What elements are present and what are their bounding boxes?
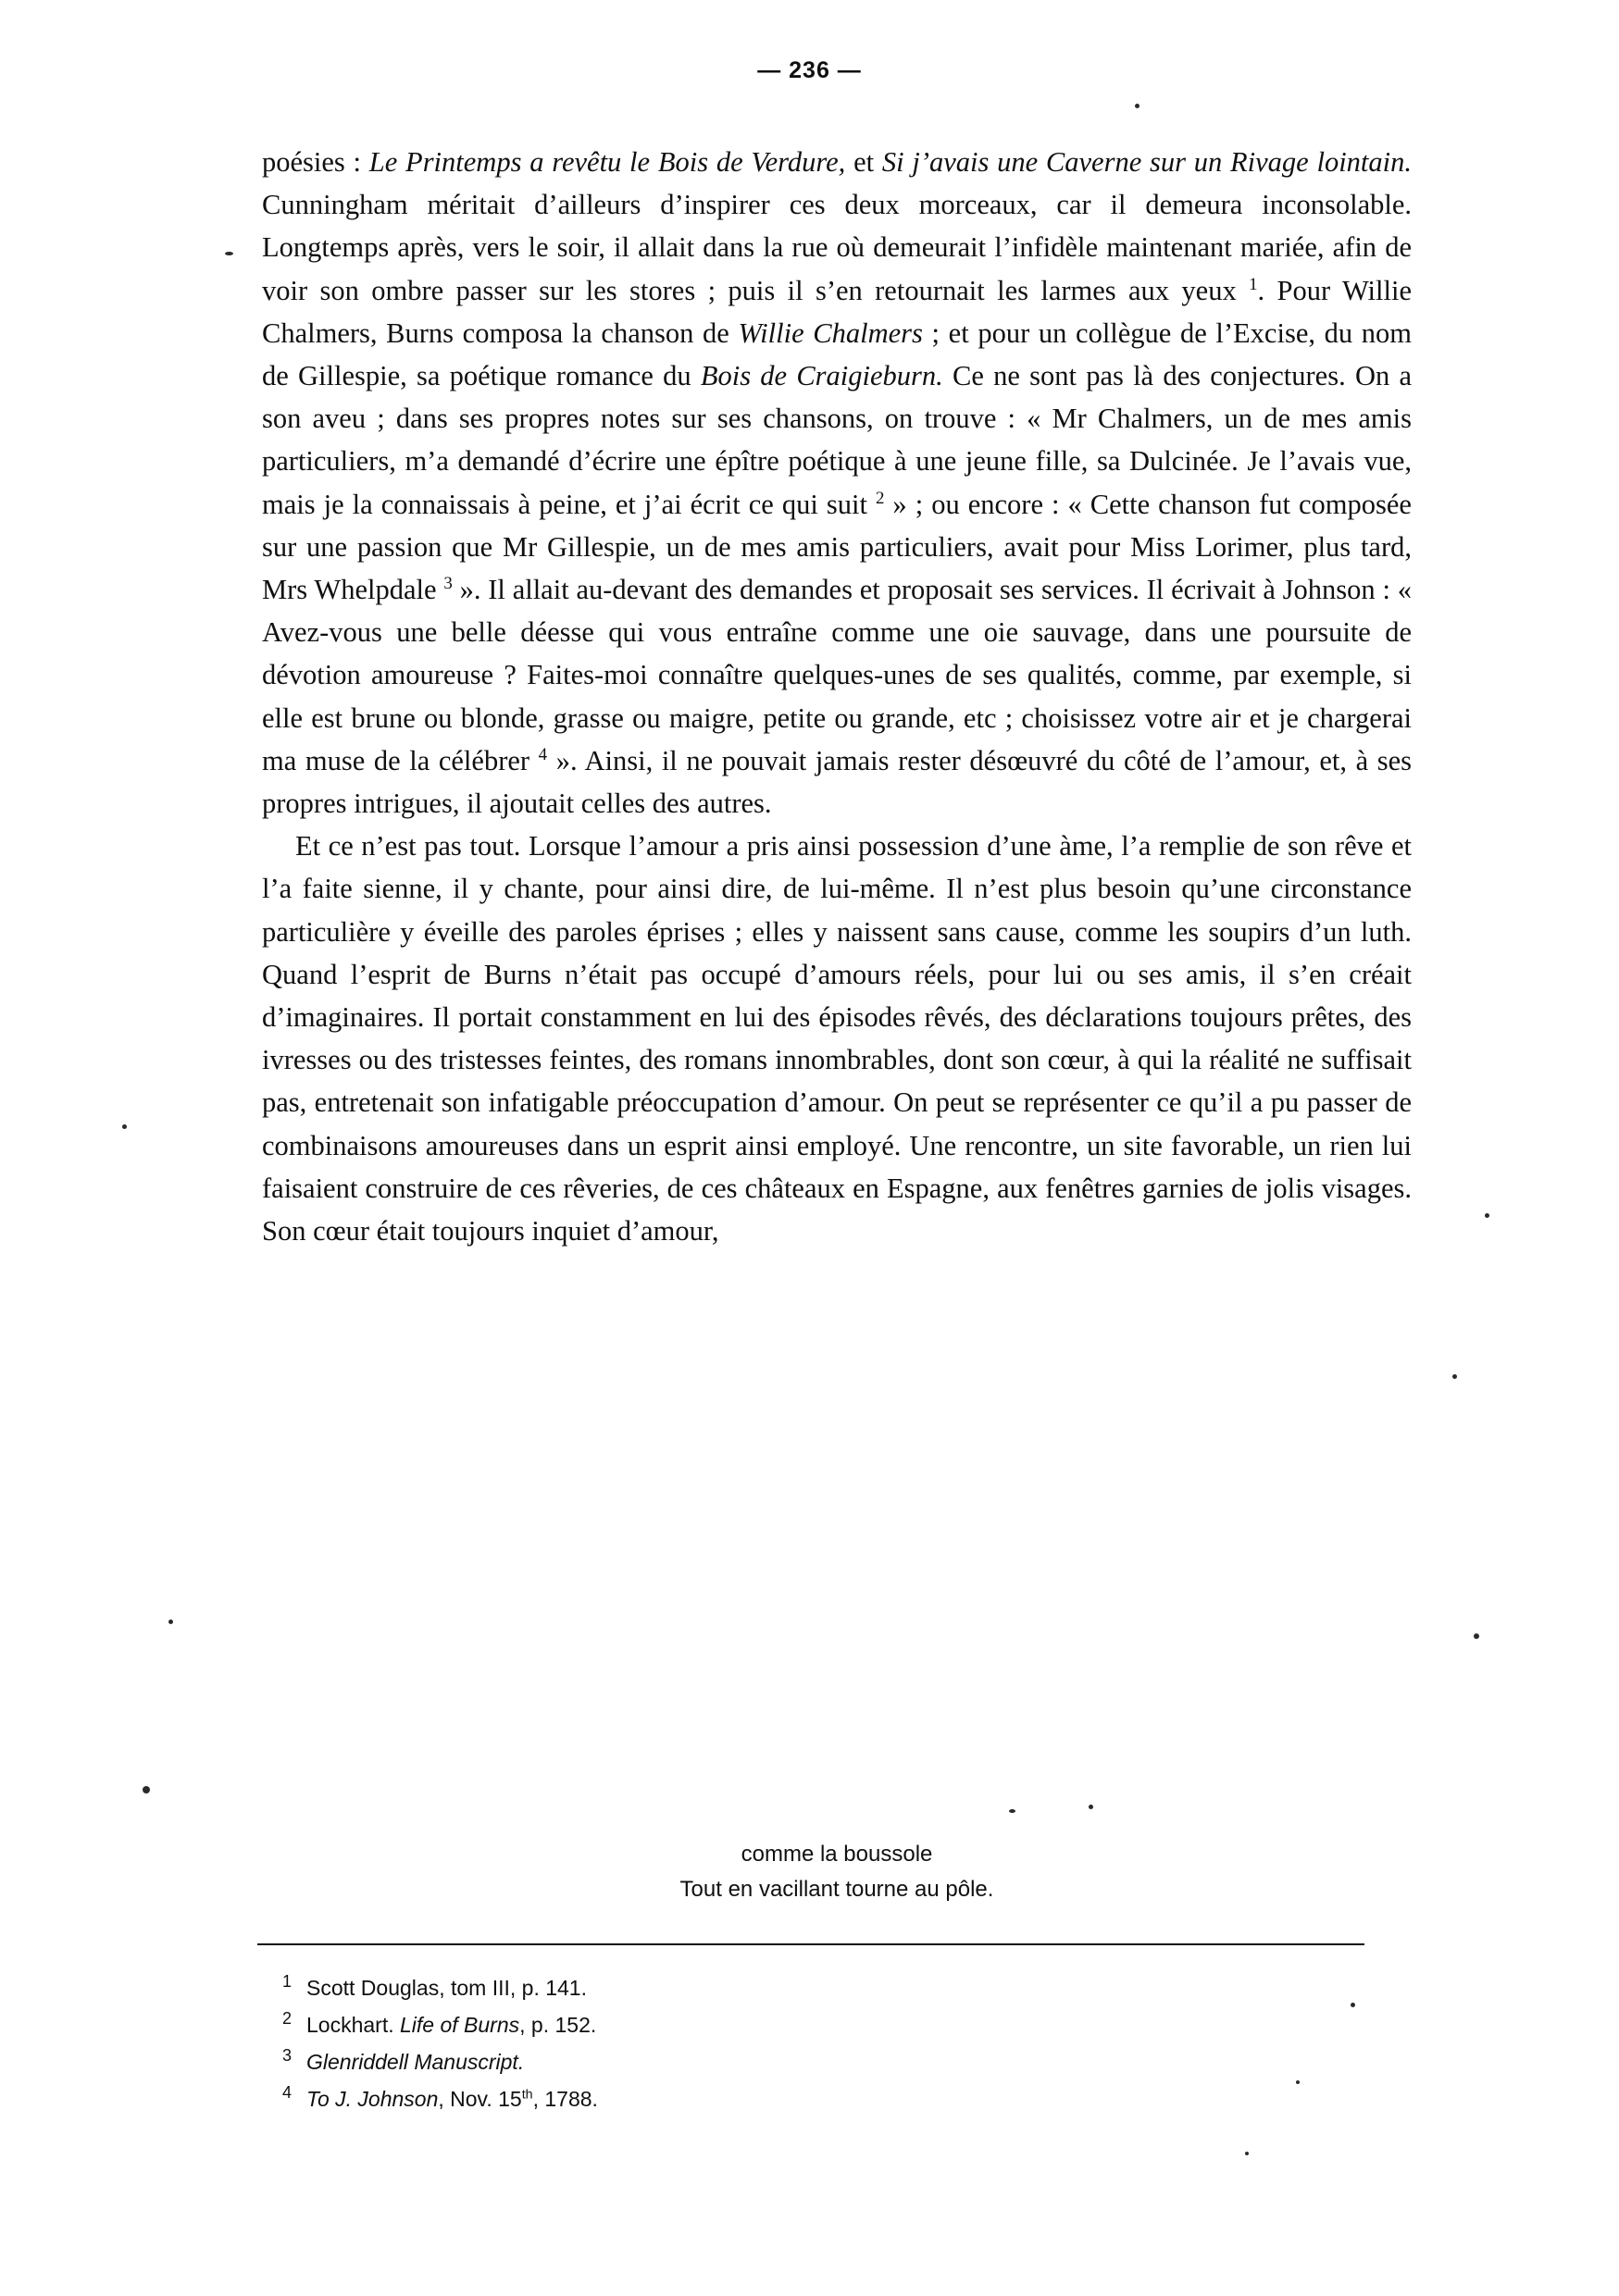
text-run: Lockhart. [306, 2013, 400, 2037]
scan-speck [1296, 2080, 1300, 2084]
text-run: ; et pour un collègue de l’Excise, du nom de Gillespie, sa poétique romance du [262, 316, 1413, 392]
text-run: ». Ainsi, il ne pouvait jamais rester désœuvré du côté de l’amour, et, à ses propres intrigues, il ajoutait celles des autres. [262, 744, 1412, 820]
text-run: Et ce n’est pas tout. Lorsque l’amour a pris ainsi possession d’une àme, l’a remplie de son rêve et l’a faite sienne, il y chante, pour ainsi dire, de lui-même. Il n’est plus besoin qu’une circonstance particulière y éveille des paroles éprises ; elles y naissent sans cause, comme les soupirs d’un luth. Quand l’esprit de Burns n’était pas occupé d’amours réels, pour lui ou ses amis, il s’en créait d’imaginaires. Il portait constamment en lui des épisodes rêvés, des déclarations toujours prêtes, des ivresses ou des tristesses feintes, des romans innombrables, dont son cœur, à qui la réalité ne suffisait pas, entretenait son infatigable préoccupation d’amour. On peut se représenter ce qu’il a pu passer de combinaisons amoureuses dans un esprit ainsi employé. Une rencontre, un site favorable, un rien lui faisaient construire de ces rêveries, de ces châteaux en Espagne, aux fenêtres garnies de jolis visages. Son cœur était toujours inquiet d’amour, [262, 830, 1412, 1247]
text-run: Ce ne sont pas là des conjectures. On a son aveu ; dans ses propres notes sur ses chansons, on trouve : « Mr Chalmers, un de mes amis particuliers, m’a demandé d’écrire une épître poétique à une jeune fille, sa Dulcinée. Je l’avais vue, mais je la connaissais à peine, et j’ai écrit ce qui suit [262, 360, 1412, 520]
paragraph [262, 141, 1412, 825]
text-run: » ; ou encore : « Cette chanson fut composée sur une passion que Mr Gillespie, un de mes amis particuliers, avait pour Miss Lorimer, plus tard, Mrs Whelpdale [262, 488, 1412, 606]
footnote-reference: 3 [443, 573, 453, 593]
italic-run: Life of Burns [400, 2013, 520, 2037]
footnote-text [306, 2050, 524, 2074]
scan-speck [1452, 1374, 1457, 1379]
scan-speck [1485, 1213, 1489, 1218]
body-text [262, 141, 1412, 1252]
italic-run: Le Printemps a revêtu le Bois de Verdure, [368, 146, 846, 178]
footnote-item: 4 To J. Johnson, Nov. 15th, 1788. [282, 2083, 598, 2111]
paragraph [262, 825, 1412, 1252]
page-number: — 236 — [757, 57, 862, 83]
text-run: Scott Douglas, tom III, p. 141. [306, 1976, 587, 2000]
footnote-list [282, 1969, 1393, 2117]
scan-speck [225, 252, 233, 255]
italic-run: Willie Chalmers [738, 316, 923, 349]
scan-speck [1351, 2003, 1355, 2007]
italic-run: Glenriddell Manuscript. [306, 2050, 525, 2074]
verse-line-1: comme la boussole [741, 1842, 933, 1867]
footnote-separator [257, 1943, 1364, 1945]
footnote-item: 3 Glenriddell Manuscript. [282, 2046, 525, 2074]
text-run: ». Il allait au-devant des demandes et proposait ses services. Il écrivait à Johnson : « Avez-vous une belle déesse qui vous entraîne comme une oie sauvage, dans une poursuite de dévotion amoureuse ? Faites-moi connaître quelques-unes de ses qualités, comme, par exemple, si elle est brune ou blonde, grasse ou maigre, petite ou grande, etc ; choisissez votre air et je chargerai ma muse de la célébrer [262, 574, 1412, 776]
footnote-item: 1 Scott Douglas, tom III, p. 141. [282, 1972, 587, 2000]
text-run: Cunningham méritait d’ailleurs d’inspirer ces deux morceaux, car il demeura inconsolable. Longtemps après, vers le soir, il allait dans la rue où demeurait l’infidèle maintenant mariée, afin de voir son ombre passer sur les stores ; puis il s’en retournait les larmes aux yeux [262, 189, 1412, 306]
footnote-reference: 1 [1249, 274, 1258, 294]
italic-run: Bois de Craigieburn. [700, 360, 943, 392]
text-run: et [845, 146, 882, 178]
italic-run: Si j’avais une Caverne sur un Rivage lointain. [881, 146, 1412, 178]
text-run: poésies : [262, 146, 369, 178]
scan-speck [1245, 2152, 1249, 2155]
scan-speck [1135, 104, 1140, 108]
footnote-text [306, 1976, 587, 2000]
scan-speck [1089, 1805, 1093, 1809]
verse-line-2: Tout en vacillant tourne au pôle. [679, 1877, 994, 1902]
scan-speck [122, 1124, 127, 1129]
text-run: , 1788. [532, 2087, 598, 2111]
text-run: . Pour Willie Chalmers, Burns composa la chanson de [262, 274, 1412, 349]
scan-speck [1474, 1633, 1479, 1639]
text-run: , p. 152. [519, 2013, 597, 2037]
footnote-reference: 2 [875, 488, 885, 508]
text-run: , Nov. 15 [438, 2087, 522, 2111]
scan-speck [168, 1620, 173, 1624]
footnote-reference: 4 [538, 744, 548, 764]
verse-quote [262, 1837, 1412, 1907]
footnote-text [306, 2013, 596, 2037]
footnote-text [306, 2087, 598, 2111]
footnote-reference: th [521, 2087, 533, 2103]
scan-speck [143, 1786, 150, 1793]
scan-speck [1009, 1809, 1015, 1813]
italic-run: To J. Johnson [306, 2087, 439, 2111]
footnote-item: 2 Lockhart. Life of Burns, p. 152. [282, 2009, 597, 2037]
